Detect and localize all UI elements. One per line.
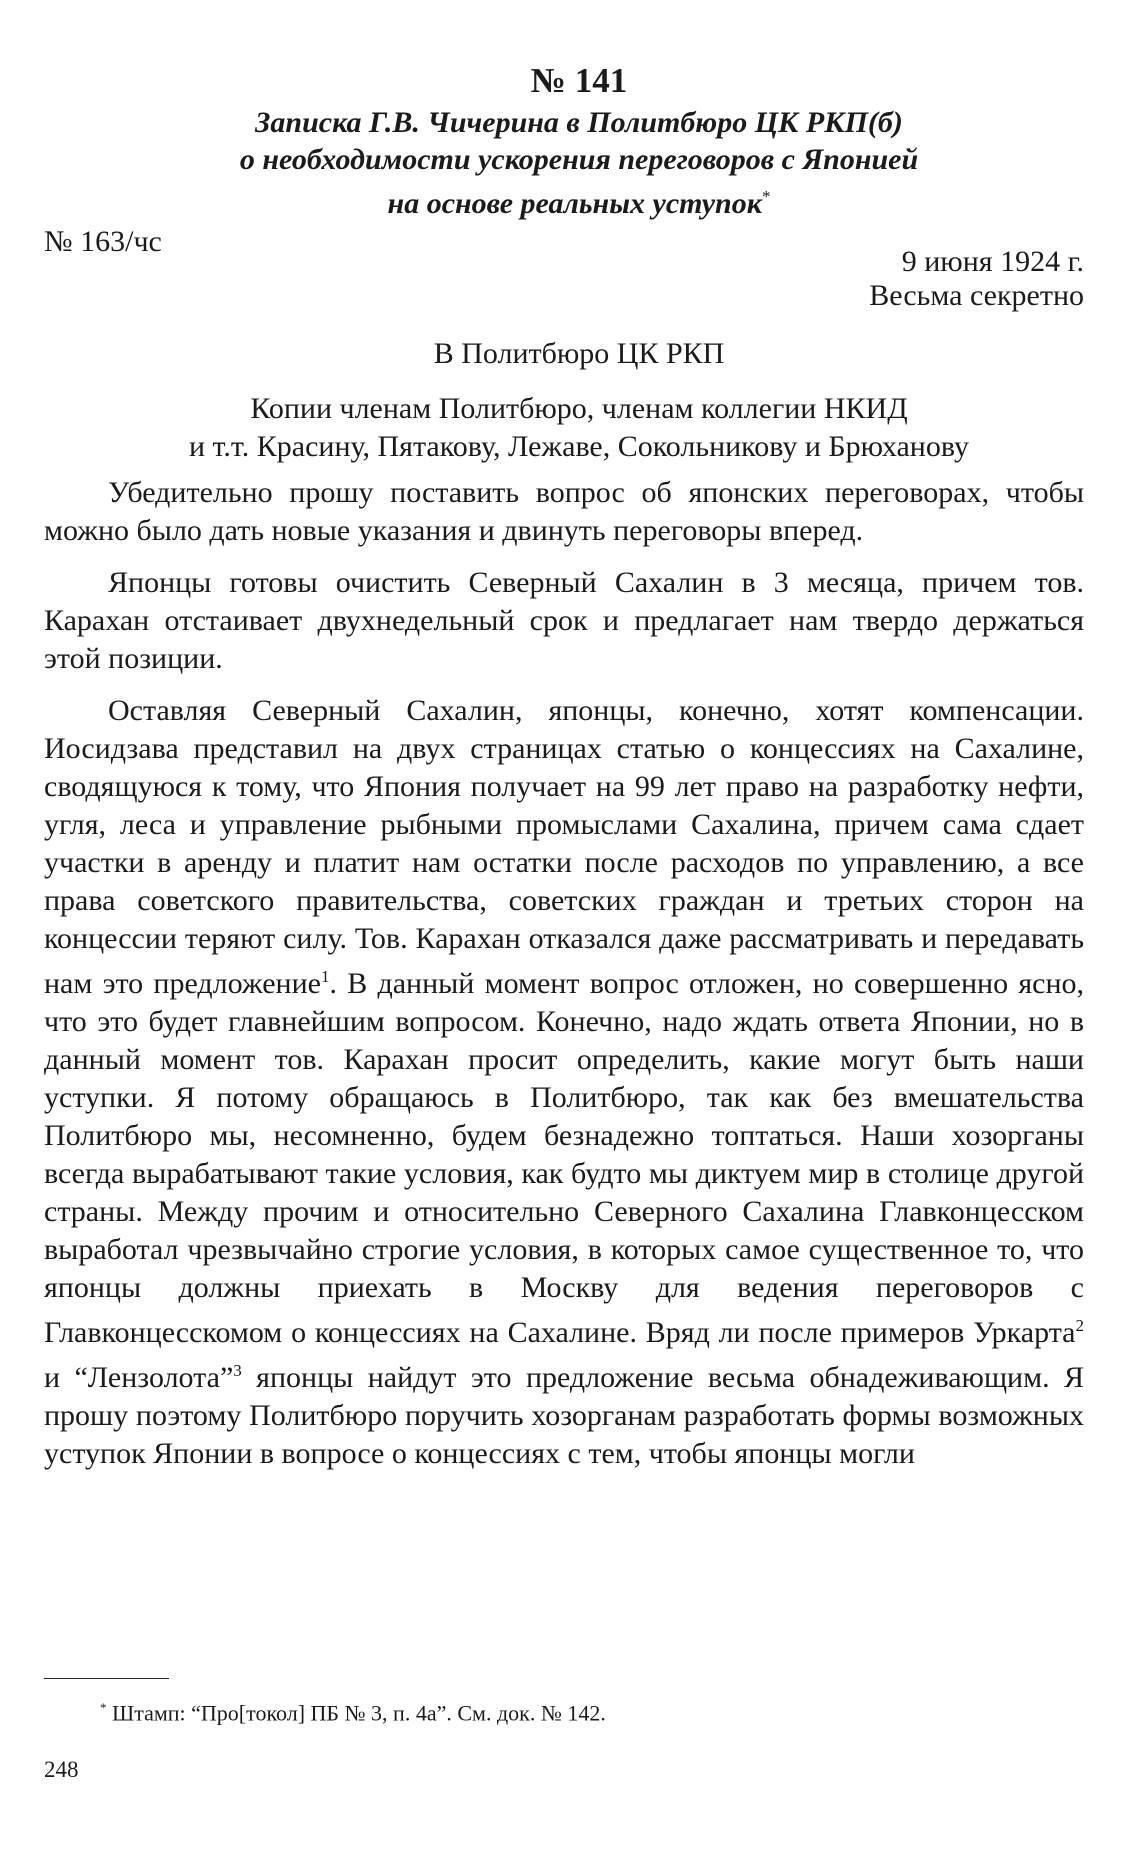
copies-line-1: Копии членам Политбюро, членам коллегии НКИД xyxy=(250,392,908,425)
classification-label: Весьма секретно xyxy=(869,279,1084,312)
document-date: 9 июня 1924 г. xyxy=(901,245,1084,278)
paragraph-1: Убедительно прошу поставить вопрос об японских переговорах, чтобы можно было дать новые указания и двинуть переговоры вперед. xyxy=(44,476,1084,547)
copies-recipients xyxy=(74,390,1084,466)
footnote xyxy=(100,1694,606,1727)
footnote-ref-1: 1 xyxy=(320,967,330,986)
paragraph-2: Японцы готовы очистить Северный Сахалин в 3 месяца, причем тов. Карахан отстаивает двухнедельный срок и предлагает нам твердо держаться этой позиции. xyxy=(44,566,1084,675)
paragraph-3 xyxy=(44,692,1084,1473)
paragraph-3-part-d: японцы найдут это предложение весьма обнадеживающим. Я прошу поэтому Политбюро поручить хозорганам разработать формы возможных уступок Японии в вопросе о концессиях с тем, чтобы японцы могли xyxy=(44,1361,1085,1470)
registration-number: № 163/чс xyxy=(44,225,162,258)
document-title xyxy=(74,104,1084,222)
paragraph-3-part-a: Оставляя Северный Сахалин, японцы, конечно, хотят компенсации. Иосидзава представил на двух страницах статью о концессиях на Сахалине, сводящуюся к тому, что Япония получает на 99 лет право на разработку нефти, угля, леса и управление рыбными промыслами Сахалина, причем сама сдает участки в аренду и платит нам остатки после расходов по управлению, а все права советского правительства, советских граждан и третьих сторон на концессии теряют силу. Тов. Карахан отказался даже рассматривать и передавать нам это предложение xyxy=(44,694,1084,1000)
letter-body xyxy=(44,474,1084,1473)
copies-line-2: и т.т. Красину, Пятакову, Лежаве, Сокольникову и Брюханову xyxy=(188,430,969,463)
footnote-divider xyxy=(44,1678,169,1679)
page-number: 248 xyxy=(44,1757,79,1782)
document-page xyxy=(44,60,1084,1487)
title-footnote-marker: * xyxy=(761,187,771,206)
addressee: В Политбюро ЦК РКП xyxy=(433,337,725,370)
document-number: № 141 xyxy=(530,61,628,100)
title-line-3-text: на основе реальных уступок xyxy=(387,187,762,220)
document-meta xyxy=(44,225,1084,278)
title-line-3 xyxy=(74,178,1084,222)
title-line-2: о необходимости ускорения переговоров с Японией xyxy=(239,143,919,176)
footnote-marker: * xyxy=(100,1700,107,1715)
footnote-text: Штамп: “Про[токол] ПБ № 3, п. 4а”. См. док. № 142. xyxy=(106,1700,606,1726)
title-line-1: Записка Г.В. Чичерина в Политбюро ЦК РКП(б) xyxy=(255,106,903,139)
paragraph-3-part-c: и “Лензолота” xyxy=(44,1361,234,1394)
footnote-ref-2: 2 xyxy=(1075,1316,1084,1335)
paragraph-3-part-b: . В данный момент вопрос отложен, но совершенно ясно, что это будет главнейшим вопросом. Конечно, надо ждать ответа Японии, но в данный момент тов. Карахан просит определить, какие могут быть наши уступки. Я потому обращаюсь в Политбюро, так как без вмешательства Политбюро мы, несомненно, будем безнадежно топтаться. Наши хозорганы всегда вырабатывают такие условия, как будто мы диктуем мир в столице другой страны. Между прочим и относительно Северного Сахалина Главконцесском выработал чрезвычайно строгие условия, в которых самое существенное то, что японцы должны приехать в Москву для ведения переговоров с Главконцесскомом о концессиях на Сахалине. Вряд ли после примеров Уркарта xyxy=(44,967,1084,1349)
footnote-ref-3: 3 xyxy=(233,1361,242,1380)
